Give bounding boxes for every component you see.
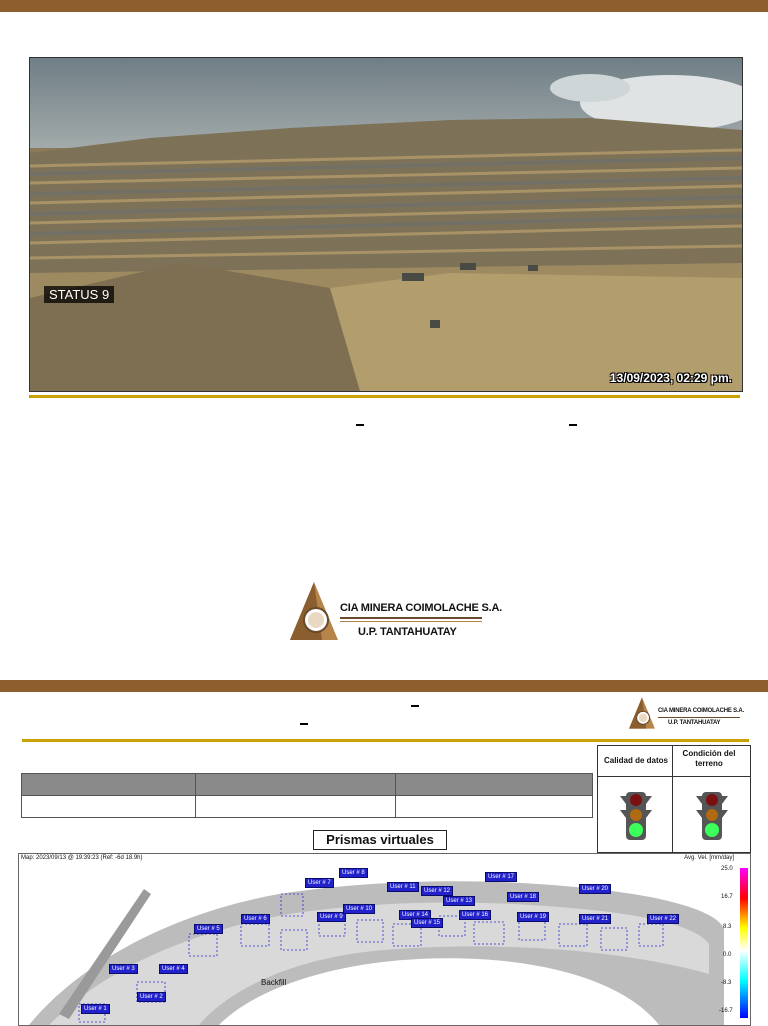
table-cell	[196, 796, 396, 818]
traffic-light-icon	[618, 790, 654, 842]
scale-label: 0.0	[723, 952, 732, 958]
logo-emblem-icon	[628, 696, 656, 730]
logo-emblem-icon	[288, 580, 340, 642]
table-header-cell	[22, 774, 196, 796]
prism-user-label[interactable]: User # 9	[317, 912, 346, 922]
scale-label: 25.0	[721, 866, 733, 872]
scale-label: 8.3	[723, 924, 732, 930]
prism-user-label[interactable]: User # 17	[485, 872, 517, 882]
dash-mark	[356, 424, 364, 426]
logo-unit-name: U.P. TANTAHUATAY	[668, 720, 721, 726]
prism-user-label[interactable]: User # 2	[137, 992, 166, 1002]
open-pit-image	[30, 58, 742, 391]
prism-user-label[interactable]: User # 8	[339, 868, 368, 878]
logo-unit-name: U.P. TANTAHUATAY	[358, 626, 457, 638]
header-bar	[0, 0, 768, 12]
traffic-light-icon	[694, 790, 730, 842]
prism-user-label[interactable]: User # 3	[109, 964, 138, 974]
logo-divider	[340, 617, 482, 619]
dash-mark	[411, 705, 419, 707]
scale-label: -8.3	[721, 980, 732, 986]
table-header-cell	[196, 774, 396, 796]
company-logo	[288, 580, 503, 645]
data-quality-title: Calidad de datos	[603, 756, 668, 765]
legend-divider	[598, 776, 750, 777]
data-table	[21, 773, 593, 818]
gold-divider	[29, 395, 740, 398]
prism-user-label[interactable]: User # 22	[647, 914, 679, 924]
prism-user-label[interactable]: User # 7	[305, 878, 334, 888]
mine-camera-photo	[29, 57, 743, 392]
terrain-condition-title: Condición del terreno	[682, 749, 736, 768]
prism-user-label[interactable]: User # 18	[507, 892, 539, 902]
map-header: Map: 2023/09/13 @ 19:39:23 (Ref: -6d 18.9h)	[21, 855, 143, 861]
table-header-cell	[396, 774, 593, 796]
dash-mark	[300, 723, 308, 725]
prism-user-label[interactable]: User # 15	[411, 918, 443, 928]
map-legend-title: Avg. Vel. [mm/day]	[684, 855, 734, 861]
company-logo-small	[628, 696, 748, 732]
prism-user-label[interactable]: User # 6	[241, 914, 270, 924]
prism-user-label[interactable]: User # 20	[579, 884, 611, 894]
status-legend	[597, 745, 751, 853]
logo-divider	[658, 717, 740, 718]
legend-divider	[672, 746, 673, 852]
radar-map-image	[19, 854, 750, 1025]
prism-user-label[interactable]: User # 13	[443, 896, 475, 906]
table-cell	[22, 796, 196, 818]
logo-divider	[340, 621, 482, 622]
prisms-title: Prismas virtuales	[313, 830, 447, 850]
prism-user-label[interactable]: User # 10	[343, 904, 375, 914]
header-bar	[0, 680, 768, 692]
table-cell	[396, 796, 593, 818]
table-header-row	[22, 774, 593, 796]
scale-label: 16.7	[721, 894, 733, 900]
logo-company-name: CIA MINERA COIMOLACHE S.A.	[658, 708, 745, 714]
logo-company-name: CIA MINERA COIMOLACHE S.A.	[340, 602, 503, 614]
prism-user-label[interactable]: User # 11	[387, 882, 419, 892]
camera-timestamp: 13/09/2023, 02:29 pm.	[609, 371, 732, 385]
prism-user-label[interactable]: User # 12	[421, 886, 453, 896]
table-row	[22, 796, 593, 818]
backfill-label: Backfill	[261, 978, 287, 987]
dash-mark	[569, 424, 577, 426]
prism-user-label[interactable]: User # 4	[159, 964, 188, 974]
prism-user-label[interactable]: User # 5	[194, 924, 223, 934]
camera-status-label: STATUS 9	[44, 286, 114, 303]
radar-map	[18, 853, 751, 1026]
prism-user-label[interactable]: User # 21	[579, 914, 611, 924]
prism-user-label[interactable]: User # 16	[459, 910, 491, 920]
prism-user-label[interactable]: User # 19	[517, 912, 549, 922]
gold-divider	[22, 739, 749, 742]
prism-user-label[interactable]: User # 1	[81, 1004, 110, 1014]
scale-label: -16.7	[719, 1008, 733, 1014]
prism-user-label[interactable]: User # 14	[399, 910, 431, 920]
